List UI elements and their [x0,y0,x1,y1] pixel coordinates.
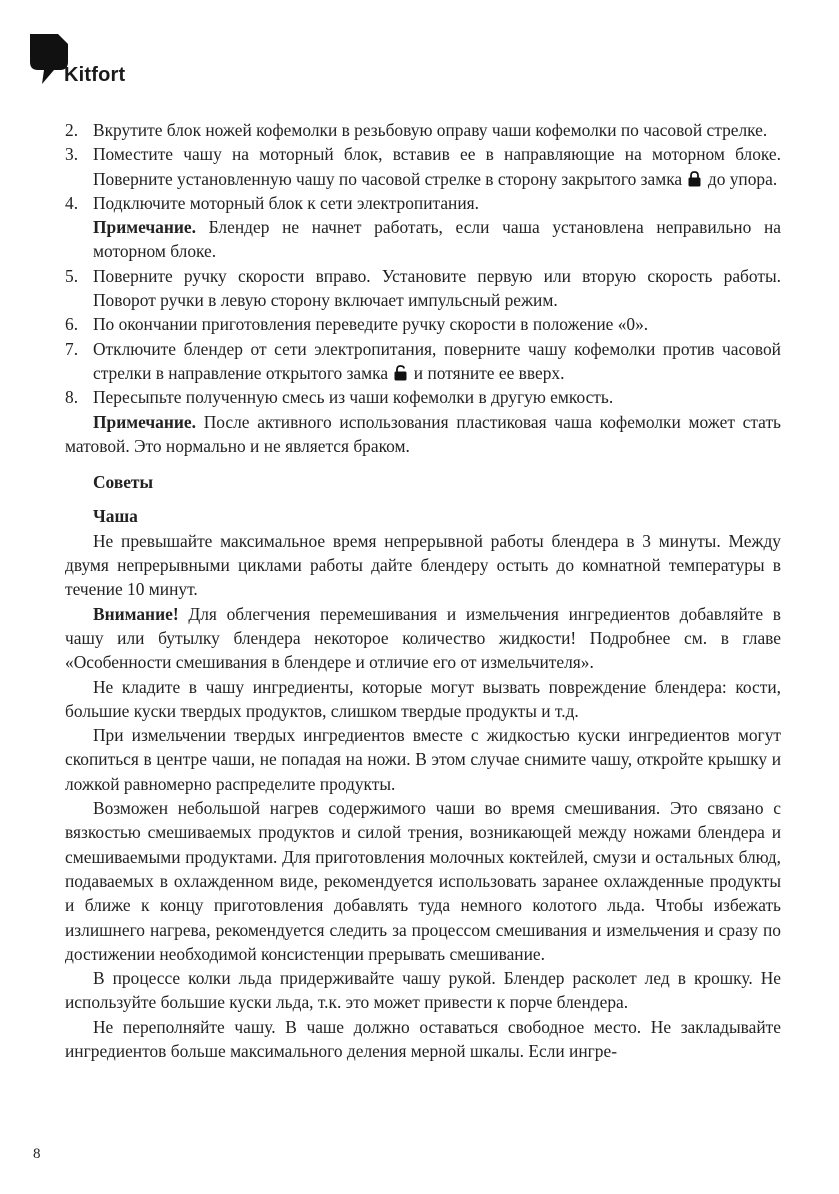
step-number: 5. [65,265,79,286]
subsection-heading-bowl: Чаша [93,506,138,527]
step-text: Пересыпьте полученную смесь из чаши кофемолки в другую емкость. [93,387,614,408]
step-8 [65,385,781,409]
note-text: После активного использования пластиковая чаша кофемолки может стать матовой. Это нормально и не является браком. [65,411,781,456]
manual-content [65,118,781,1063]
step-number: 6. [65,314,79,335]
tips-paragraph-4: При измельчении твердых ингредиентов вместе с жидкостью куски ингредиентов могут скопиться в центре чаши, не попадая на ножи. В этом случае снимите чашу, откройте крышку и ложкой равномерно распределите продукты. [65,725,781,794]
step-4-note [65,215,781,264]
step-text: Подключите моторный блок к сети электропитания. [93,192,480,213]
page-number: 8 [33,1146,41,1162]
step-text: Отключите блендер от сети электропитания, поверните чашу кофемолки против часовой стрелки в направление открытого замка [93,338,781,383]
note-text: Блендер не начнет работать, если чаша установлена неправильно на моторном блоке. [93,217,781,262]
open-lock-icon [394,365,407,381]
note-label: Примечание. [93,411,196,432]
step-number: 4. [65,192,79,213]
note-label: Примечание. [93,217,196,238]
step-number: 8. [65,387,79,408]
brand-name: Kitfort [64,64,126,86]
step-text-end: до упора. [707,168,778,189]
tips-paragraph-7: Не переполняйте чашу. В чаше должно оставаться свободное место. Не закладывайте ингредиентов больше максимального деления мерной шкалы. Если ингре- [65,1016,781,1061]
step-4 [65,191,781,215]
step-text: Вкрутите блок ножей кофемолки в резьбовую оправу чаши кофемолки по часовой стрелке. [93,120,768,140]
step-text-end: и потяните ее вверх. [413,362,565,383]
tips-paragraph-6: В процессе колки льда придерживайте чашу рукой. Блендер расколет лед в крошку. Не используйте большие куски льда, т.к. это может привести к порче блендера. [65,968,781,1013]
step-number: 7. [65,338,79,359]
step-3 [65,142,781,191]
step-text: Поверните ручку скорости вправо. Установите первую или вторую скорость работы. Поворот ручки в левую сторону включает импульсный режим. [93,265,781,311]
step-5 [65,264,781,313]
step-number: 3. [65,144,79,165]
attention-text: Для облегчения перемешивания и измельчения ингредиентов добавляйте в чашу или бутылку блендера некоторое количество жидкости! Подробнее см. в главе «Особенности смешивания в блендере и отличие его от измельчителя». [65,603,781,673]
attention-label: Внимание! [93,603,179,624]
tips-paragraph-5: Возможен небольшой нагрев содержимого чаши во время смешивания. Это связано с вязкостью смешиваемых продуктов и силой трения, возникающей между ножами блендера и смешиваемыми продуктами. Для приготовления молочных коктейлей, смузи и остальных блюд, подаваемых в охлажденном виде, рекомендуется использовать заранее охлажденные продукты и ближе к концу приготовления добавлять туда немного колотого льда. Чтобы избежать излишнего нагрева, рекомендуется следить за процессом смешивания и измельчения и сразу по достижении необходимой консистенции прерывать смешивание. [65,798,781,964]
step-6 [65,312,781,336]
final-note [65,410,781,459]
section-heading-tips: Советы [93,472,154,493]
tips-paragraph-1: Не превышайте максимальное время непрерывной работы блендера в 3 минуты. Между двумя непрерывными циклами работы дайте блендеру остыть до комнатной температуры в течение 10 минут. [65,530,781,600]
step-text: По окончании приготовления переведите ручку скорости в положение «0». [93,314,649,335]
tips-paragraph-3: Не кладите в чашу ингредиенты, которые могут вызвать повреждение блендера: кости, большие куски твердых продуктов, слишком твердые продукты и т.д. [65,676,781,721]
step-text: Поместите чашу на моторный блок, вставив ее в направляющие на моторном блоке. Поверните установленную чашу по часовой стрелке в сторону закрытого замка [93,144,781,189]
tips-paragraph-2 [65,602,781,675]
step-number: 2. [65,120,79,140]
kitfort-logo [30,34,160,90]
step-7 [65,337,781,386]
step-2 [65,118,781,142]
closed-lock-icon [688,171,701,187]
